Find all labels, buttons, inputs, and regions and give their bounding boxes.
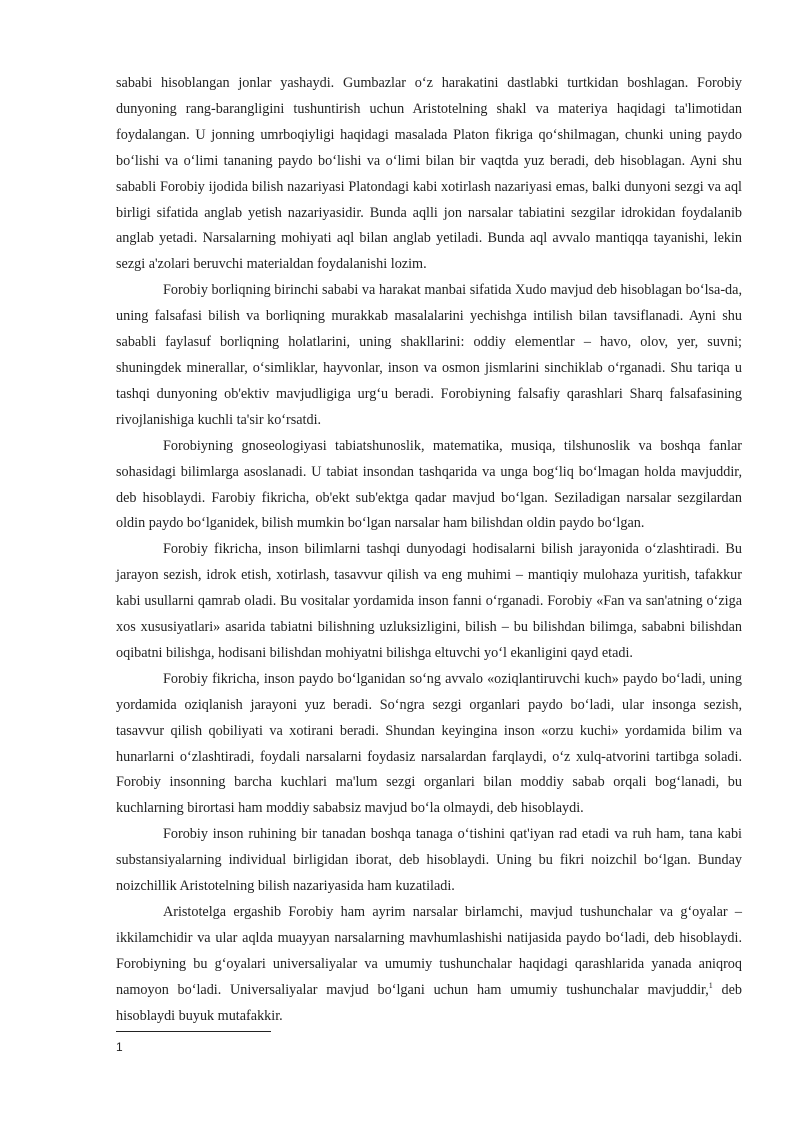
paragraph-4: Forobiy fikricha, inson bilimlarni tashqi dunyodagi hodisalarni bilish jarayonida o‘zlashtiradi. Bu jarayon sezish, idrok etish, xotirlash, tasavvur qilish va eng muhimi – mantiqiy mulohaza yuritish, tafakkur kabi usullarni qamrab oladi. Bu vositalar yordamida inson fanni o‘rganadi. Forobiy «Fan va san'atning o‘ziga xos xususiyatlari» asarida tabiatni bilishning uzluksizligini, bilish – bu bilishdan bilimga, sababni bilishdan oqibatni bilishga, hodisani bilishdan mohiyatni bilishga eltuvchi yo‘l ekanligini qayd etadi. bbox=[116, 541, 742, 661]
footnote-reference[interactable]: 1 bbox=[708, 980, 713, 990]
paragraph-7-text: Aristotelga ergashib Forobiy ham ayrim narsalar birlamchi, mavjud tushunchalar va g‘oyalar – ikkilamchidir va ular aqlda muayyan narsalarning mavhumlashishi natijasida paydo bo‘ladi, deb hisoblaydi. Forobiyning bu g‘oyalari universaliyalar va umumiy tushunchalar haqidagi qarashlarida yanada aniqroq namoyon bo‘ladi. Universaliyalar mavjud bo‘lgani uchun ham umumiy tushunchalar mavjuddir, bbox=[116, 904, 742, 998]
footnote-separator bbox=[116, 1031, 271, 1032]
paragraph-1: sababi hisoblangan jonlar yashaydi. Gumbazlar o‘z harakatini dastlabki turtkidan boshlagan. Forobiy dunyoning rang-barangligini tushuntirish uchun Aristotelning shakl va materiya haqidagi ta'limotidan foydalangan. U jonning umrboqiyligi haqidagi masalada Platon fikriga qo‘shilmagan, chunki uning paydo bo‘lishi va o‘limi tananing paydo bo‘lishi va o‘limi bilan bir vaqtda yuz beradi, deb hisoblagan. Ayni shu sababli Forobiy ijodida bilish nazariyasi Platondagi kabi xotirlash nazariyasi emas, balki dunyoni sezgi va aql birligi sifatida anglab yetish nazariyasidir. Bunda aqlli jon narsalar tabiatini sezgilar idrokidan foydalanib anglab yetadi. Narsalarning mohiyati aql bilan anglab yetiladi. Bunda aql avvalo mantiqqa tayanishi, lekin sezgi a'zolari beruvchi materialdan foydalanishi lozim. bbox=[116, 75, 742, 273]
paragraph-6: Forobiy inson ruhining bir tanadan boshqa tanaga o‘tishini qat'iyan rad etadi va ruh ham, tana kabi substansiyalarning individual birligidan iborat, deb hisoblaydi. Uning bu fikri noizchil bo‘lgan. Bunday noizchillik Aristotelning bilish nazariyasida ham kuzatiladi. bbox=[116, 826, 742, 895]
paragraph-3: Forobiyning gnoseologiyasi tabiatshunoslik, matematika, musiqa, tilshunoslik va boshqa fanlar sohasidagi bilimlarga asoslanadi. U tabiat insondan tashqarida va unga bog‘liq bo‘lmagan holda mavjuddir, deb hisoblaydi. Farobiy fikricha, ob'ekt sub'ektga qadar mavjud bo‘lgan. Seziladigan narsalar sezgilardan oldin paydo bo‘lganidek, bilish mumkin bo‘lgan narsalar ham bilishdan oldin paydo bo‘lgan. bbox=[116, 437, 742, 532]
paragraph-7 bbox=[116, 900, 742, 1030]
paragraph-2: Forobiy borliqning birinchi sababi va harakat manbai sifatida Xudo mavjud deb hisoblagan bo‘lsa-da, uning falsafasi bilish va borliqning murakkab masalalarini yechishga intilish bilan tavsiflanadi. Ayni shu sababli faylasuf borliqning holatlarini, uning shakllarini: oddiy elementlar – havo, olov, yer, suvni; shuningdek minerallar, o‘simliklar, hayvonlar, inson va osmon jismlarini sinchiklab o‘rganadi. Shu tariqa u tashqi dunyoning ob'ektiv mavjudligiga urg‘u beradi. Forobiyning falsafiy qarashlari Sharq falsafasining rivojlanishiga kuchli ta'sir ko‘rsatdi. bbox=[116, 282, 742, 428]
footnote-number: 1 bbox=[116, 1040, 123, 1054]
paragraph-7-tail: deb hisoblaydi buyuk mutafakkir. bbox=[116, 981, 742, 1024]
document-body bbox=[116, 71, 742, 1030]
paragraph-5: Forobiy fikricha, inson paydo bo‘lganidan so‘ng avvalo «oziqlantiruvchi kuch» paydo bo‘ladi, uning yordamida oziqlanish jarayoni yuz beradi. So‘ngra sezgi organlari paydo bo‘ladi, ular insonga sezish, tasavvur qilish qobiliyati va xotirani beradi. Shundan keyingina inson «orzu kuchi» yordamida bilim va hunarlarni o‘zlashtiradi, foydali narsalarni foydasiz narsalardan farqlaydi, o‘z xulq-atvorini tartibga soladi. Forobiy insonning barcha kuchlari ma'lum sezgi organlari bilan moddiy sabab orqali bog‘lanadi, bu kuchlarning birortasi ham moddiy sababsiz mavjud bo‘la olmaydi, deb hisoblaydi. bbox=[116, 670, 742, 817]
